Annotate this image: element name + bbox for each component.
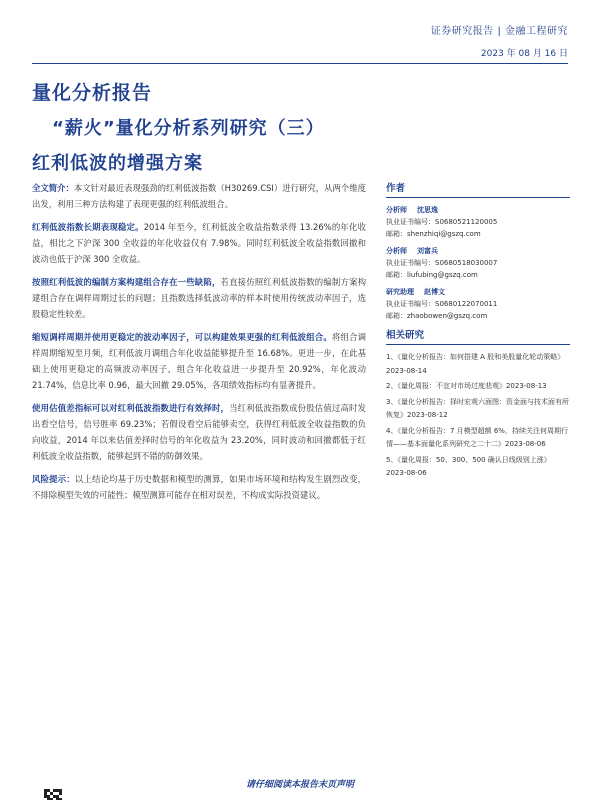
analyst-email[interactable]: 邮箱：shenzhiqi@gszq.com bbox=[386, 230, 481, 238]
paragraph-lead: 使用估值差指标可以对红利低波指数进行有效择时， bbox=[32, 403, 230, 413]
paragraph-text: 以上结论均基于历史数据和模型的测算，如果市场环境和结构发生剧烈改变，不排除模型失效的可能性；模型测算可能存在相对误差，不构成实际投资建议。 bbox=[32, 474, 367, 500]
related-item[interactable]: 1、《量化分析报告：如何搭建 A 股和美股量化轮动策略》2023-08-14 bbox=[386, 353, 565, 375]
analyst-license: 执业证书编号：S0680521120005 bbox=[386, 218, 498, 226]
summary-paragraph bbox=[32, 400, 366, 464]
paragraph-text: 若直接仿照红利低波指数的编制方案构建组合存在调样周期过长的问题；且指数选择低波动率的样本时使用传统波动率因子，选股稳定性较差。 bbox=[32, 277, 367, 319]
paragraph-lead: 风险提示： bbox=[32, 474, 75, 484]
header-divider bbox=[32, 63, 568, 64]
related-item[interactable]: 4、《量化分析报告：7 月模型超额 6%，持续关注何周期行情——基本面量化系列研究之二十二》2023-08-06 bbox=[386, 426, 568, 448]
summary-paragraph bbox=[32, 219, 366, 267]
paragraph-text: 本文针对最近表现强劲的红利低波指数（H30269.CSI）进行研究，从两个维度出发，利用三种方法构建了表现更强的红利低波组合。 bbox=[32, 183, 367, 209]
summary-paragraph bbox=[32, 329, 366, 393]
analyst-email[interactable]: 邮箱：liufubing@gszq.com bbox=[386, 271, 478, 279]
report-topic: 红利低波的增强方案 bbox=[32, 153, 203, 174]
paragraph-lead: 全文简介： bbox=[32, 183, 74, 193]
analyst-card bbox=[386, 245, 570, 281]
report-category: 证券研究报告 | 金融工程研究 bbox=[430, 26, 568, 37]
analyst-card bbox=[386, 286, 570, 322]
report-date: 2023 年 08 月 16 日 bbox=[480, 49, 568, 59]
analyst-role: 分析师 bbox=[386, 206, 407, 214]
paragraph-text: 将组合调样周期缩短至月频，红利低波月调组合年化收益能够提升至 16.68%。更进一步，在此基础上使用更稳定的高频波动率因子，组合年化收益进一步提升至 20.92%，年化波动 21.74%，信息比率 0.96，最大回撤 29.05%，各项绩效指标均有显著提升。 bbox=[32, 332, 367, 390]
analyst-name: 赵博文 bbox=[424, 288, 445, 296]
paragraph-text: 2014 年至今，红利低波全收益指数录得 13.26%的年化收益，相比之下沪深 300 全收益的年化收益仅有 7.98%。同时红利低波全收益指数回撤和波动也低于沪深 300 全收益。 bbox=[32, 222, 366, 264]
analyst-role: 分析师 bbox=[386, 247, 407, 255]
authors-heading: 作者 bbox=[386, 180, 570, 198]
related-heading: 相关研究 bbox=[386, 327, 570, 345]
related-item[interactable]: 2、《量化周报：不宜对市场过度悲观》2023-08-13 bbox=[386, 382, 547, 390]
risk-paragraph bbox=[32, 471, 366, 503]
paragraph-lead: 缩短调样周期并使用更稳定的波动率因子，可以构建效果更强的红利低波组合。 bbox=[32, 332, 332, 342]
report-subtitle: “薪火”量化分析系列研究（三） bbox=[52, 118, 325, 139]
footer-disclaimer[interactable]: 请仔细阅读本报告末页声明 bbox=[245, 780, 354, 790]
main-body bbox=[32, 180, 366, 510]
summary-paragraph bbox=[32, 274, 366, 322]
paragraph-text: 当红利低波指数成份股估值过高时发出看空信号，信号胜率 69.23%；若假设看空后能够卖空，获得红利低波全收益指数的负向收益，2014 年以来估值差择时信号的年化收益为 23.20%，同时波动和回撤都低于红利低波全收益指数，能够起到不错的防御效果。 bbox=[32, 403, 367, 461]
analyst-name: 沈思逸 bbox=[417, 206, 438, 214]
summary-paragraph bbox=[32, 180, 366, 212]
analyst-role: 研究助理 bbox=[386, 288, 414, 296]
analyst-name: 刘富兵 bbox=[417, 247, 438, 255]
qr-code-icon bbox=[44, 789, 62, 800]
analyst-card bbox=[386, 204, 570, 240]
related-item[interactable]: 3、《量化分析报告：择时宏观六面图：资金面与技术面有所恢复》2023-08-12 bbox=[386, 397, 569, 419]
sidebar bbox=[386, 180, 570, 483]
paragraph-lead: 按照红利低波的编制方案构建组合存在一些缺陷， bbox=[32, 277, 221, 287]
series-title: 量化分析报告 bbox=[32, 82, 153, 104]
related-item[interactable]: 5、《量化周报：50、300、500 确认日线级别上涨》2023-08-06 bbox=[386, 455, 551, 477]
paragraph-lead: 红利低波指数长期表现稳定。 bbox=[32, 222, 144, 232]
header-right bbox=[431, 22, 568, 59]
analyst-license: 执业证书编号：S0680122070011 bbox=[386, 300, 498, 308]
analyst-email[interactable]: 邮箱：zhaobowen@gszq.com bbox=[386, 312, 488, 320]
analyst-license: 执业证书编号：S0680518030007 bbox=[386, 259, 498, 267]
